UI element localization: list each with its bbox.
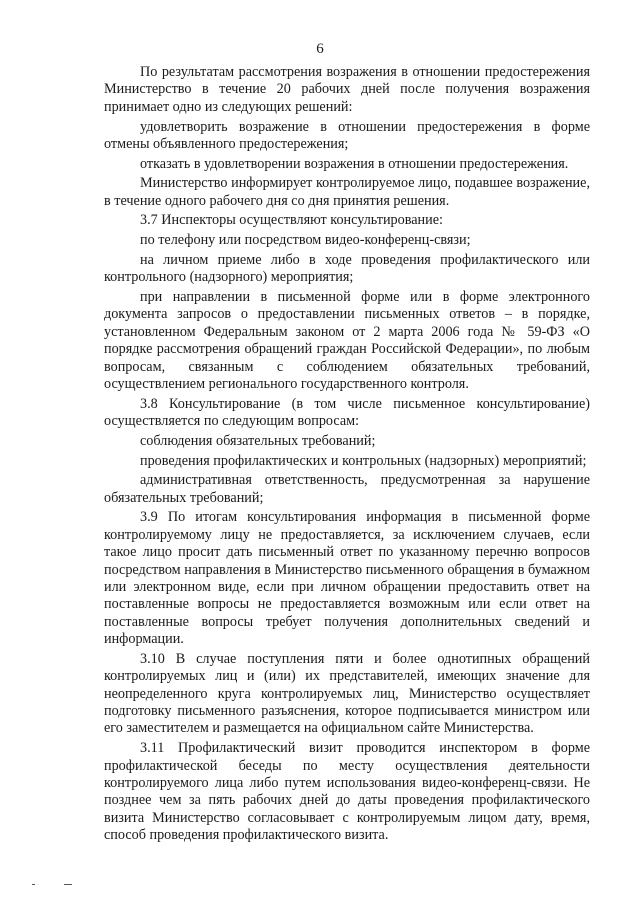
paragraph-written-requests: при направлении в письменной форме или в форме электронного документа запросов о предоставлении письменных ответов – в порядке, установленном Федеральным законом от 2 марта 2006 года № 59-ФЗ «О порядке рассмотрения обращений граждан Российской Федерации», по любым вопросам, связанным с соблюдением обязательных требований, осуществлением регионального государственного контроля. xyxy=(104,288,590,392)
paragraph-personal-reception: на личном приеме либо в ходе проведения профилактического или контрольного (надзорного) мероприятия; xyxy=(104,251,590,286)
paragraph-3-10: 3.10 В случае поступления пяти и более однотипных обращений контролируемых лиц и (или) их представителей, имеющих значение для неопределенного круга контролируемых лиц, Министерство осуществляет подготовку письменного разъяснения, которое подписывается министром или его заместителем и размещается на официальном сайте Министерства. xyxy=(104,650,590,737)
paragraph-3-11: 3.11 Профилактический визит проводится инспектором в форме профилактической беседы по месту осуществления деятельности контролируемого лица либо путем использования видео-конференц-связи. Не позднее чем за пять рабочих дней до даты проведения профилактического визита Министерство согласовывает с контролируемым лицом дату, время, способ проведения профилактического визита. xyxy=(104,740,590,844)
paragraph-refuse-objection: отказать в удовлетворении возражения в отношении предостережения. xyxy=(140,155,569,172)
paragraph-mandatory-requirements: соблюдения обязательных требований; xyxy=(140,432,376,449)
paragraph-3-8-heading: 3.8 Консультирование (в том числе письменное консультирование) осуществляется по следующим вопросам: xyxy=(104,395,590,430)
paragraph-3-7-heading: 3.7 Инспекторы осуществляют консультирование: xyxy=(140,212,443,229)
scan-artifact-mark xyxy=(64,884,72,885)
paragraph-by-phone: по телефону или посредством видео-конференц-связи; xyxy=(140,232,471,249)
paragraph-objection-decision: По результатам рассмотрения возражения в отношении предостережения Министерство в течение 20 рабочих дней после получения возражения принимает одно из следующих решений: xyxy=(104,64,590,115)
paragraph-satisfy-objection: удовлетворить возражение в отношении предостережения в форме отмены объявленного предостережения; xyxy=(104,118,590,152)
paragraph-preventive-measures: проведения профилактических и контрольных (надзорных) мероприятий; xyxy=(140,452,587,469)
document-body xyxy=(104,64,590,847)
paragraph-3-9: 3.9 По итогам консультирования информация в письменной форме контролируемому лицу не предоставляется, за исключением случаев, если такое лицо просит дать письменный ответ по указанному перечню вопросов посредством направления в Министерство письменного обращения в бумажном или электронном виде, если при личном обращении предоставить ответ на поставленные вопросы не предоставляется возможным или если ответ на поставленные вопросы требует получения дополнительных сведений и информации. xyxy=(104,509,590,648)
scan-artifact-mark xyxy=(32,884,35,885)
paragraph-ministry-informs: Министерство информирует контролируемое лицо, подавшее возражение, в течение одного рабочего дня со дня принятия решения. xyxy=(104,175,590,209)
paragraph-administrative-liability: административная ответственность, предусмотренная за нарушение обязательных требований; xyxy=(104,472,590,506)
page-number: 6 xyxy=(316,41,324,57)
